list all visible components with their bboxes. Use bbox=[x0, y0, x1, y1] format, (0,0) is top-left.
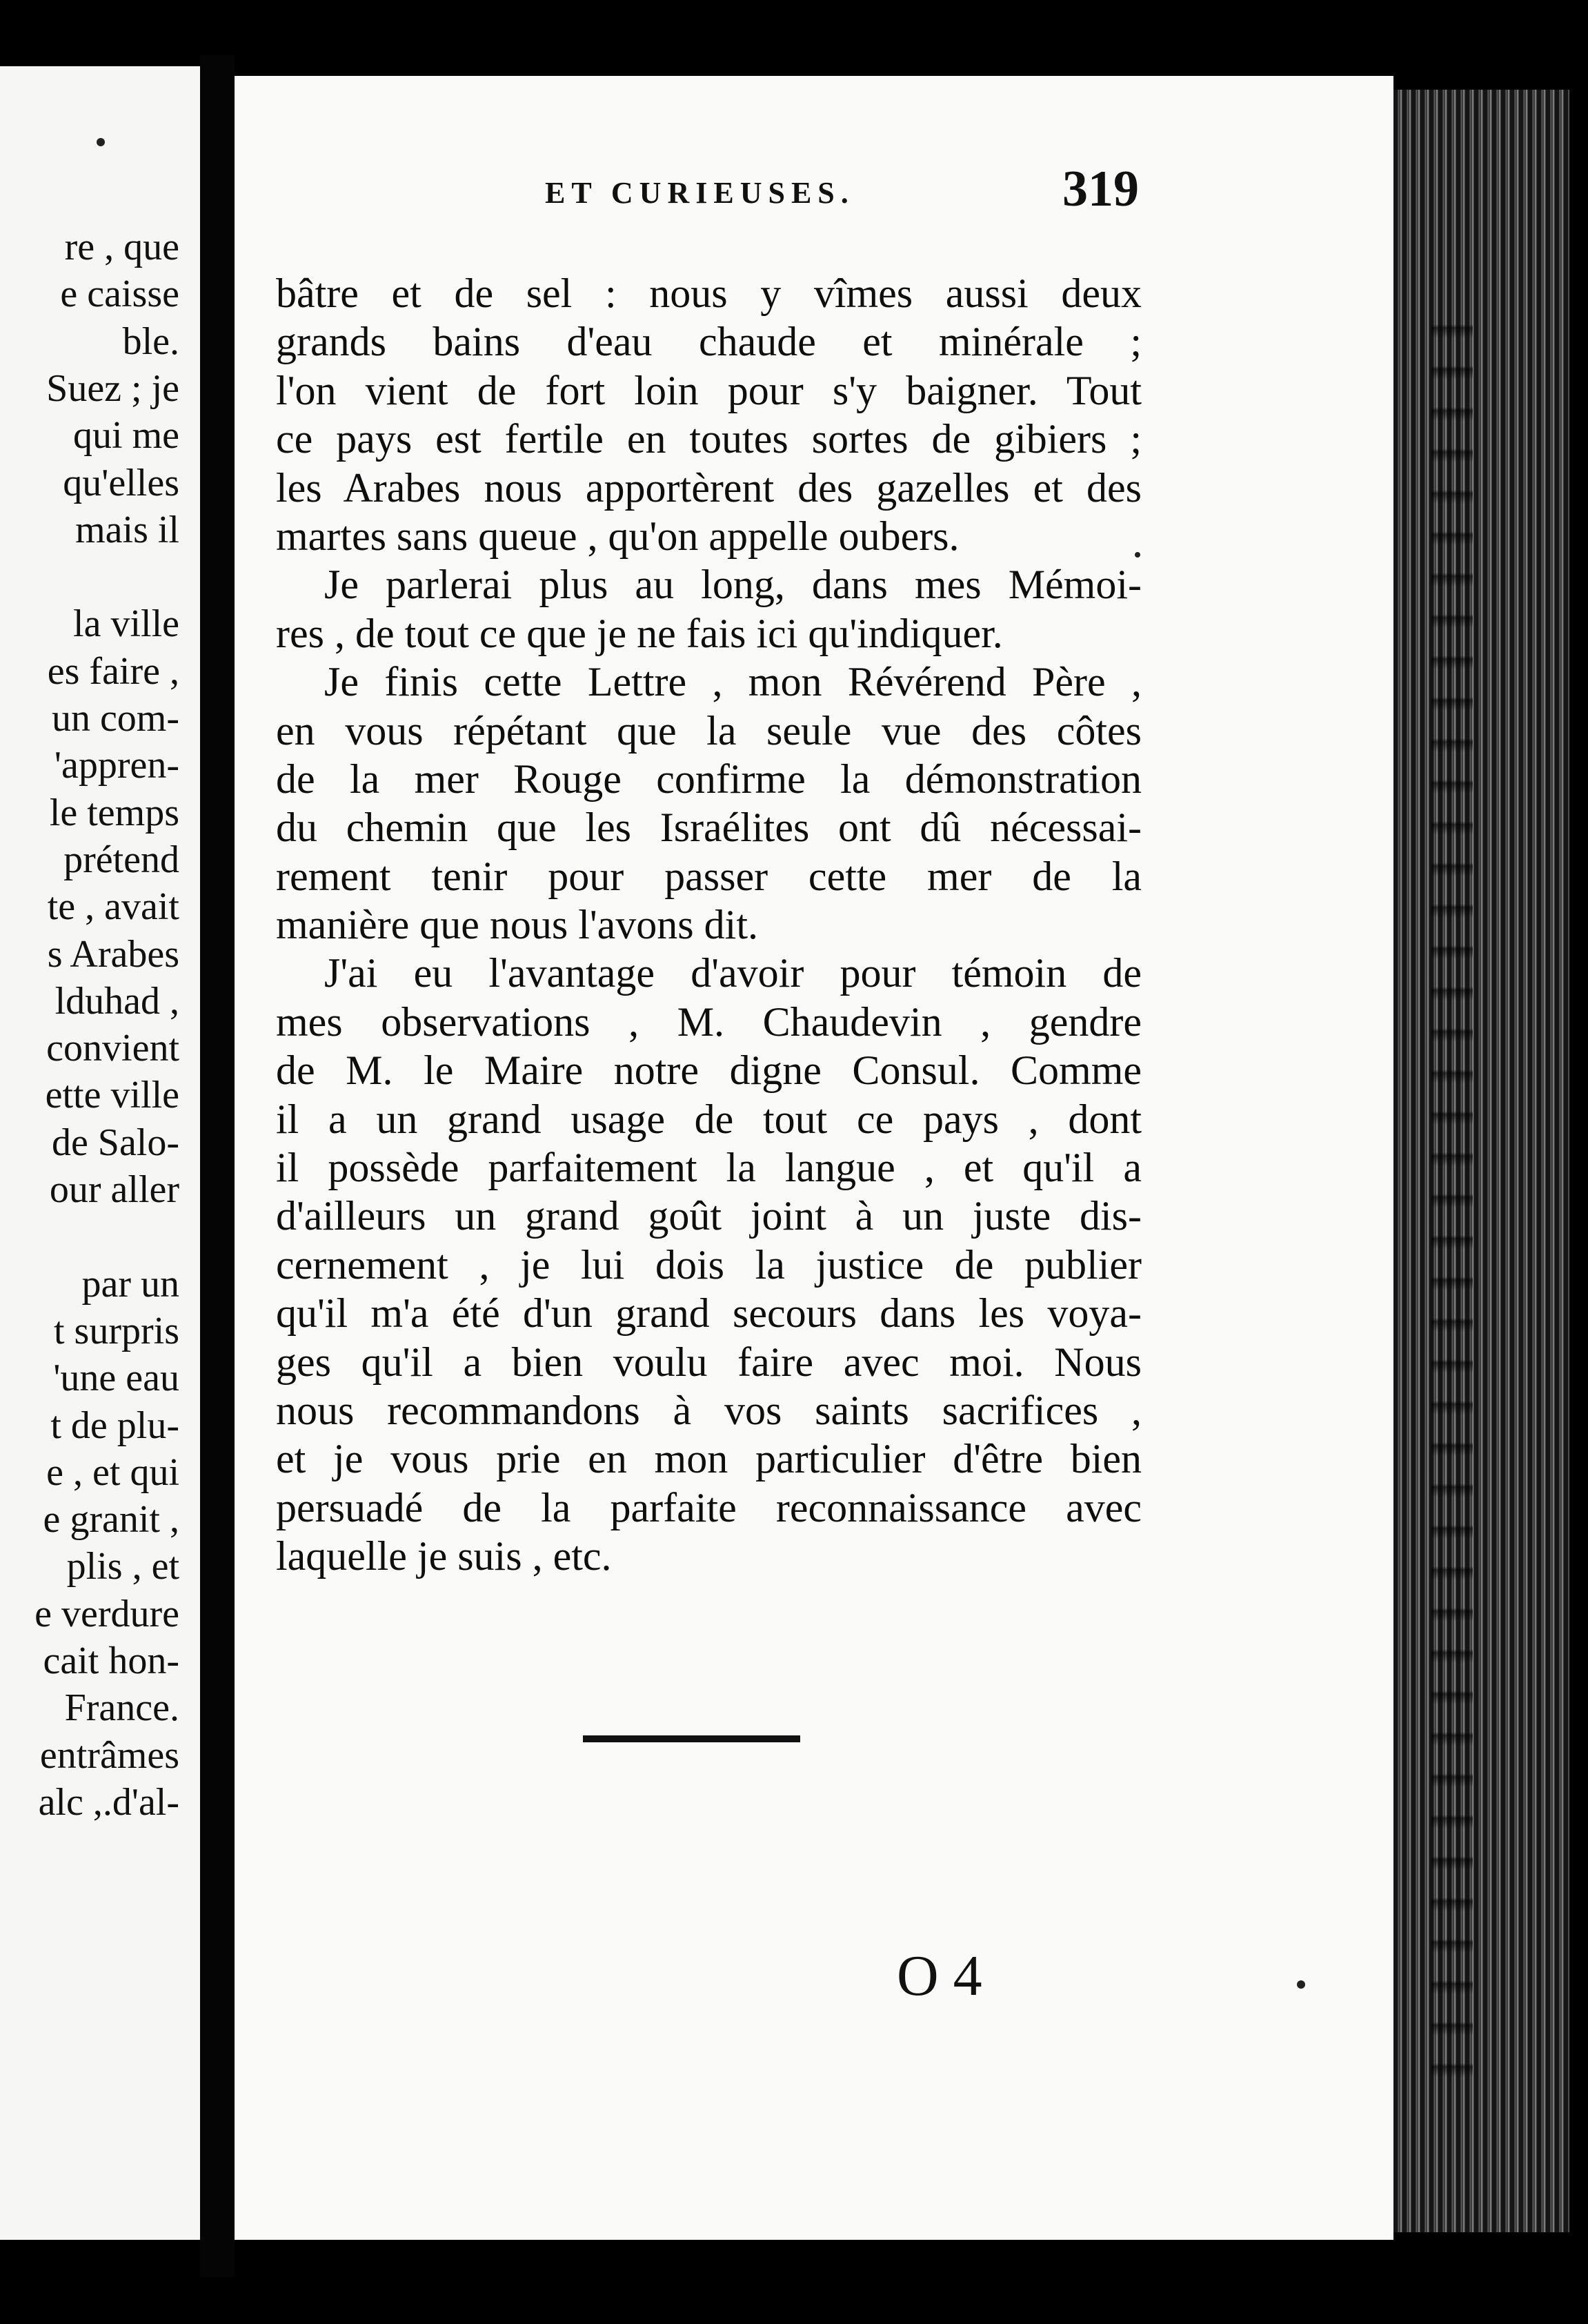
left-page-line: Suez ; je bbox=[46, 366, 179, 410]
left-page-line: de Salo- bbox=[51, 1121, 179, 1164]
left-page-line: entrâmes bbox=[39, 1733, 179, 1777]
text-line: du chemin que les Israélites ont dû nécessai- bbox=[276, 805, 1142, 851]
signature-mark: O 4 bbox=[897, 1944, 982, 2008]
running-head bbox=[310, 160, 1138, 222]
text-line: l'on vient de fort loin pour s'y baigner. Tout bbox=[276, 367, 1142, 413]
text-line: manière que nous l'avons dit. bbox=[276, 902, 758, 948]
running-title: ET CURIEUSES. bbox=[545, 176, 855, 210]
text-line: res , de tout ce que je ne fais ici qu'indiquer. bbox=[276, 610, 1003, 656]
left-page-line: re , que bbox=[64, 226, 179, 268]
text-line: J'ai eu l'avantage d'avoir pour témoin de bbox=[324, 950, 1142, 996]
text-line: Je finis cette Lettre , mon Révérend Père , bbox=[324, 659, 1142, 705]
text-line: il a un grand usage de tout ce pays , dont bbox=[276, 1096, 1142, 1142]
text-line: les Arabes nous apportèrent des gazelles et des bbox=[276, 464, 1142, 511]
text-line: mes observations , M. Chaudevin , gendre bbox=[276, 998, 1142, 1045]
left-page-line: s Arabes bbox=[47, 932, 179, 976]
page-number: 319 bbox=[1062, 161, 1139, 217]
left-page-line: qu'elles bbox=[63, 461, 179, 504]
left-page-line: es faire , bbox=[47, 649, 179, 693]
speck bbox=[1297, 1980, 1305, 1989]
left-page-line: par un bbox=[81, 1262, 179, 1306]
left-page-line: le temps bbox=[49, 791, 179, 834]
left-page-line: alc ,.d'al- bbox=[38, 1780, 179, 1824]
text-line: il possède parfaitement la langue , et qu'il a bbox=[276, 1145, 1142, 1191]
left-page-line: e , et qui bbox=[46, 1450, 179, 1494]
speck bbox=[97, 138, 105, 146]
end-rule bbox=[583, 1735, 800, 1742]
left-page-line: la ville bbox=[73, 602, 179, 646]
book-gutter bbox=[200, 55, 235, 2277]
text-line: d'ailleurs un grand goût joint à un juste dis- bbox=[276, 1193, 1142, 1239]
text-line: ges qu'il a bien voulu faire avec moi. Nous bbox=[276, 1339, 1142, 1385]
text-line: rement tenir pour passer cette mer de la bbox=[276, 853, 1142, 899]
text-line: martes sans queue , qu'on appelle oubers. bbox=[276, 513, 960, 559]
left-page-line: ette ville bbox=[45, 1074, 179, 1117]
left-page-line: e verdure bbox=[34, 1592, 179, 1635]
left-page-line: 'appren- bbox=[54, 744, 179, 787]
text-line: nous recommandons à vos saints sacrifices , bbox=[276, 1387, 1142, 1433]
left-page-line: 'une eau bbox=[53, 1357, 179, 1400]
text-line: de la mer Rouge confirme la démonstration bbox=[276, 756, 1142, 802]
text-line: de M. le Maire notre digne Consul. Comme bbox=[276, 1047, 1142, 1094]
left-page-line: e caisse bbox=[60, 273, 179, 316]
page-edges bbox=[1393, 90, 1569, 2232]
left-page-line: te , avait bbox=[47, 885, 179, 929]
left-page-line: mais il bbox=[75, 508, 179, 551]
left-page-line: prétend bbox=[63, 838, 179, 881]
text-line: bâtre et de sel : nous y vîmes aussi deux bbox=[276, 270, 1142, 316]
body-text bbox=[276, 269, 1142, 1581]
text-line: cernement , je lui dois la justice de publier bbox=[276, 1241, 1142, 1288]
text-line: grands bains d'eau chaude et minérale ; bbox=[276, 319, 1142, 365]
text-line: et je vous prie en mon particulier d'être bien bbox=[276, 1436, 1142, 1482]
left-page-line: our aller bbox=[49, 1168, 179, 1211]
text-line: ce pays est fertile en toutes sortes de gibiers ; bbox=[276, 416, 1142, 462]
left-page-line: un com- bbox=[51, 697, 179, 740]
left-page-line: cait hon- bbox=[43, 1639, 179, 1682]
left-page-line: France. bbox=[64, 1686, 179, 1730]
left-page-line: e granit , bbox=[43, 1498, 179, 1542]
text-line: en vous répétant que la seule vue des côtes bbox=[276, 707, 1142, 754]
left-page-line: t de plu- bbox=[50, 1404, 179, 1447]
left-page-fragment bbox=[0, 66, 200, 2240]
left-page-line: t surpris bbox=[54, 1309, 179, 1352]
left-page-line: lduhad , bbox=[54, 979, 179, 1023]
text-line: Je parlerai plus au long, dans mes Mémoi- bbox=[324, 562, 1142, 608]
left-page-line: convient bbox=[46, 1027, 179, 1070]
margin-handwriting bbox=[1431, 297, 1473, 2091]
left-page-line: ble. bbox=[122, 319, 179, 363]
text-line: qu'il m'a été d'un grand secours dans les voya- bbox=[276, 1290, 1142, 1337]
text-line: laquelle je suis , etc. bbox=[276, 1533, 612, 1579]
text-line: persuadé de la parfaite reconnaissance avec bbox=[276, 1484, 1142, 1530]
left-page-line: qui me bbox=[73, 414, 179, 457]
speck bbox=[1135, 552, 1140, 558]
left-page-line: plis , et bbox=[66, 1545, 179, 1588]
